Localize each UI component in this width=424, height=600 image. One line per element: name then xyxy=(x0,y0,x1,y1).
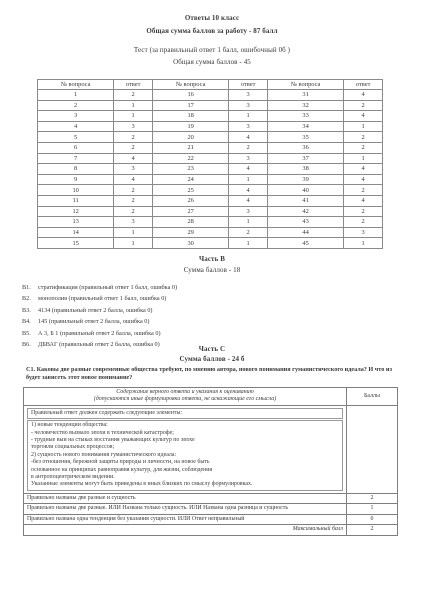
criteria-row xyxy=(24,493,398,503)
part-c-title: Часть С xyxy=(198,345,226,353)
table-row xyxy=(38,132,383,143)
table-cell: 2 xyxy=(344,100,383,111)
table-cell: 23 xyxy=(152,164,228,175)
answers-table xyxy=(37,79,383,249)
table-cell: 4 xyxy=(344,164,383,175)
table-cell: 25 xyxy=(152,185,228,196)
table-cell: 2 xyxy=(114,142,153,153)
table-row xyxy=(38,164,383,175)
table-cell: 36 xyxy=(267,142,343,153)
table-cell: 4 xyxy=(344,90,383,101)
criteria-points: 2 xyxy=(347,493,398,503)
table-cell: 34 xyxy=(267,121,343,132)
table-row xyxy=(38,195,383,206)
table-cell: 4 xyxy=(229,164,268,175)
table-cell: 1 xyxy=(344,121,383,132)
table-row xyxy=(38,185,383,196)
answers-table-header-row xyxy=(38,80,383,90)
list-item xyxy=(22,293,402,304)
table-cell: 4 xyxy=(344,111,383,122)
table-cell: 3 xyxy=(229,153,268,164)
table-row xyxy=(38,100,383,111)
c1-question: С1. Каковы две разные современные общества требуют, по мнению автора, нового понимания гуманистического идеала? И что из будет зависеть этот новое понимание? xyxy=(26,366,392,382)
part-c-total: Сумма баллов - 24 б xyxy=(179,355,245,363)
table-cell: 17 xyxy=(152,100,228,111)
table-cell: 2 xyxy=(114,195,153,206)
total-score-heading: Общая сумма баллов за работу - 87 балл xyxy=(146,27,278,35)
answer-elements xyxy=(27,420,343,491)
table-cell: 4 xyxy=(229,195,268,206)
elements-list xyxy=(31,430,339,489)
points-header: Баллы xyxy=(347,388,398,406)
list-item xyxy=(22,328,402,339)
table-cell: 3 xyxy=(229,121,268,132)
list-item xyxy=(22,282,402,293)
criteria-table xyxy=(23,387,398,536)
element-line: в антропоцентрическом видении. xyxy=(31,474,115,481)
table-cell: 3 xyxy=(229,100,268,111)
element-line: основанное на принципах равноправия культур, для жизни, соблюдения xyxy=(31,466,213,473)
item-text: ДБВАГ (правильный ответ 2 балла, ошибка 0) xyxy=(38,341,160,349)
table-cell: 3 xyxy=(344,227,383,238)
table-cell: 26 xyxy=(152,195,228,206)
table-cell: 40 xyxy=(267,185,343,196)
part-b-total: Сумма баллов - 18 xyxy=(183,266,241,274)
criteria-header-cell xyxy=(24,388,347,406)
table-cell: 2 xyxy=(344,185,383,196)
table-row xyxy=(38,90,383,101)
item-text: А 3, Б 1 (правильный ответ 2 балла, ошибка 0) xyxy=(38,329,161,337)
criteria-text: Правильно названа одна тенденция без указания сущности. ИЛИ Ответ неправильный xyxy=(24,514,347,524)
criteria-text: Правильно названы две разные и сущность xyxy=(24,493,347,503)
table-cell: 10 xyxy=(38,185,114,196)
table-cell: 2 xyxy=(114,90,153,101)
criteria-points: 1 xyxy=(347,504,398,514)
answers-col-header: № вопроса xyxy=(152,80,228,90)
table-cell: 1 xyxy=(38,90,114,101)
table-cell: 2 xyxy=(344,132,383,143)
table-cell: 16 xyxy=(152,90,228,101)
criteria-header-sub: (допускаются иные формулировки ответа, не искажающие его смысла) xyxy=(93,396,277,403)
table-cell: 24 xyxy=(152,174,228,185)
criteria-header: Содержание верного ответа и указания к оцениванию xyxy=(116,389,254,395)
table-cell: 43 xyxy=(267,217,343,228)
page-title: Ответы 10 класс xyxy=(184,14,240,22)
table-cell: 18 xyxy=(152,111,228,122)
table-cell: 35 xyxy=(267,132,343,143)
elements-title: 1) новые тенденции общества: xyxy=(31,422,108,429)
table-row xyxy=(38,121,383,132)
table-cell: 3 xyxy=(229,90,268,101)
criteria-text: Правильно названы две разные. ИЛИ Названа только сущность. ИЛИ Названа одна разница и сущность xyxy=(24,504,347,514)
item-number: В6. xyxy=(22,341,31,349)
table-cell: 2 xyxy=(114,132,153,143)
table-cell: 2 xyxy=(344,206,383,217)
item-number: В3. xyxy=(22,306,31,314)
max-points-label: Максимальный балл xyxy=(24,525,347,535)
table-cell: 2 xyxy=(114,185,153,196)
list-item xyxy=(22,316,402,327)
table-cell: 2 xyxy=(229,227,268,238)
criteria-content-row xyxy=(24,405,398,493)
criteria-row xyxy=(24,514,398,524)
empty-points-cell xyxy=(347,405,398,493)
table-cell: 39 xyxy=(267,174,343,185)
table-cell: 45 xyxy=(267,238,343,249)
element-line: 2) сущность нового понимания гуманистического идеала: xyxy=(31,451,177,458)
answers-col-header: ответ xyxy=(114,80,153,90)
table-row xyxy=(38,153,383,164)
table-cell: 42 xyxy=(267,206,343,217)
table-cell: 22 xyxy=(152,153,228,164)
item-text: стратификация (правильный ответ 1 балл, ошибка 0) xyxy=(38,284,178,291)
table-cell: 21 xyxy=(152,142,228,153)
table-cell: 12 xyxy=(38,206,114,217)
table-cell: 2 xyxy=(38,100,114,111)
table-cell: 7 xyxy=(38,153,114,164)
table-cell: 1 xyxy=(229,217,268,228)
max-points-row xyxy=(24,525,398,535)
table-cell: 30 xyxy=(152,238,228,249)
table-cell: 4 xyxy=(229,185,268,196)
criteria-header-row xyxy=(24,388,398,406)
max-points-value: 2 xyxy=(347,525,398,535)
element-line: -без отношения, бережной защиты природы и личности, на новое быть xyxy=(31,459,210,466)
element-line: - человечество вызвало эпохи в технической катастрофе; xyxy=(31,429,174,436)
criteria-points: 0 xyxy=(347,514,398,524)
table-cell: 2 xyxy=(344,217,383,228)
table-cell: 2 xyxy=(114,206,153,217)
table-cell: 41 xyxy=(267,195,343,206)
table-cell: 13 xyxy=(38,217,114,228)
table-cell: 3 xyxy=(114,217,153,228)
table-cell: 2 xyxy=(344,142,383,153)
table-cell: 1 xyxy=(229,238,268,249)
list-item xyxy=(22,305,402,316)
table-cell: 19 xyxy=(152,121,228,132)
table-cell: 4 xyxy=(114,153,153,164)
table-cell: 44 xyxy=(267,227,343,238)
answers-col-header: № вопроса xyxy=(267,80,343,90)
element-line: торговли социальных процессов; xyxy=(31,444,115,451)
table-cell: 4 xyxy=(38,121,114,132)
table-cell: 14 xyxy=(38,227,114,238)
table-row xyxy=(38,227,383,238)
criteria-row xyxy=(24,504,398,514)
table-row xyxy=(38,238,383,249)
table-cell: 4 xyxy=(114,174,153,185)
table-cell: 28 xyxy=(152,217,228,228)
table-cell: 4 xyxy=(344,174,383,185)
table-cell: 1 xyxy=(114,111,153,122)
table-row xyxy=(38,174,383,185)
table-cell: 11 xyxy=(38,195,114,206)
table-cell: 20 xyxy=(152,132,228,143)
item-number: В1. xyxy=(22,284,31,291)
correct-answer-note: Правильный ответ должен содержать следующие элементы: xyxy=(27,408,343,419)
table-cell: 29 xyxy=(152,227,228,238)
table-cell: 1 xyxy=(114,227,153,238)
table-row xyxy=(38,111,383,122)
table-cell: 1 xyxy=(114,100,153,111)
table-cell: 3 xyxy=(229,206,268,217)
test-total: Общая сумма баллов - 45 xyxy=(173,58,251,66)
item-number: В4. xyxy=(22,318,31,326)
table-cell: 1 xyxy=(344,238,383,249)
item-number: В5. xyxy=(22,329,31,337)
table-cell: 15 xyxy=(38,238,114,249)
table-row xyxy=(38,142,383,153)
table-cell: 9 xyxy=(38,174,114,185)
item-text: 145 (правильный ответ 2 балла, ошибка 0) xyxy=(38,318,150,326)
element-line: Указанные элементы могут быть приведены в иных близких по смыслу формулировках. xyxy=(31,481,253,488)
test-title: Тест (за правильный ответ 1 балл, ошибочный 0б ) xyxy=(133,46,291,54)
table-cell: 6 xyxy=(38,142,114,153)
table-cell: 1 xyxy=(344,153,383,164)
table-row xyxy=(38,206,383,217)
part-b-list xyxy=(22,282,402,350)
item-text: 4134 (правильный ответ 2 балла, ошибка 0) xyxy=(38,306,153,314)
table-cell: 31 xyxy=(267,90,343,101)
item-number: В2. xyxy=(22,295,31,303)
table-cell: 1 xyxy=(229,174,268,185)
table-cell: 5 xyxy=(38,132,114,143)
table-cell: 4 xyxy=(229,132,268,143)
table-cell: 8 xyxy=(38,164,114,175)
answers-col-header: № вопроса xyxy=(38,80,114,90)
table-cell: 2 xyxy=(229,142,268,153)
table-cell: 32 xyxy=(267,100,343,111)
table-cell: 1 xyxy=(229,111,268,122)
item-text: монополия (правильный ответ 1 балл, ошибка 0) xyxy=(38,295,167,303)
table-cell: 3 xyxy=(38,111,114,122)
table-cell: 38 xyxy=(267,164,343,175)
element-line: - трудные выи на стыках восстания уважающих культур по эпохе xyxy=(31,437,195,444)
table-cell: 1 xyxy=(114,238,153,249)
table-row xyxy=(38,217,383,228)
answers-col-header: ответ xyxy=(344,80,383,90)
table-cell: 37 xyxy=(267,153,343,164)
table-cell: 3 xyxy=(114,164,153,175)
part-b-title: Часть В xyxy=(198,255,225,263)
table-cell: 4 xyxy=(344,195,383,206)
table-cell: 3 xyxy=(114,121,153,132)
answers-col-header: ответ xyxy=(229,80,268,90)
table-cell: 27 xyxy=(152,206,228,217)
table-cell: 33 xyxy=(267,111,343,122)
criteria-content-cell xyxy=(24,405,347,493)
